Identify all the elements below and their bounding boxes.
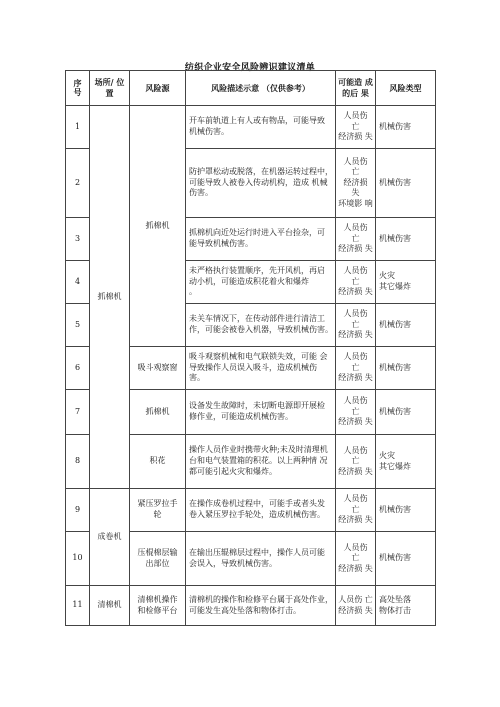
source-cell: 吸斗观察窗 — [130, 347, 186, 390]
seq-cell: 2 — [66, 149, 90, 218]
type-cell: 火灾 其它爆炸 — [376, 261, 436, 304]
header-desc: 风险描述示意 （仅供参考） — [186, 71, 336, 106]
header-place: 场所/ 位置 — [90, 71, 130, 106]
desc-cell: 抓棉机向近处运行时进入平台捡杂，可 能导致机械伤害。 — [186, 218, 336, 261]
desc-cell: 吸斗观察机械和电气联锁失效，可能 会导致操作人员误入吸斗，造成机械伤 害。 — [186, 347, 336, 390]
seq-cell: 9 — [66, 489, 90, 532]
place-cell: 成卷机 — [90, 489, 130, 586]
type-cell: 机械伤害 — [376, 106, 436, 149]
seq-cell: 4 — [66, 261, 90, 304]
table-row — [66, 106, 436, 149]
type-cell: 高处坠落 物体打击 — [376, 586, 436, 626]
type-cell: 机械伤害 — [376, 304, 436, 347]
source-cell: 积花 — [130, 435, 186, 489]
source-cell: 紧压罗拉手 轮 — [130, 489, 186, 532]
result-cell: 人员伤 亡 经济损 失 — [336, 489, 376, 532]
result-cell: 人员伤 亡 经济损 失 — [336, 106, 376, 149]
desc-cell: 开车前轨道上有人或有物品，可能导致 机械伤害。 — [186, 106, 336, 149]
result-cell: 人员伤 亡 经济损 失 — [336, 586, 376, 626]
source-cell: 抓棉机 — [130, 106, 186, 347]
type-cell: 机械伤害 — [376, 390, 436, 435]
desc-cell: 操作人员作业时携带火种;未及时清理机台和电气装置箱的积花。以上两种情 况都可能引起火灾和爆炸。 — [186, 435, 336, 489]
seq-cell: 3 — [66, 218, 90, 261]
table-row — [66, 489, 436, 532]
desc-cell: 在输出压辊棉层过程中，操作人员可能 会误入，导致机械伤害。 — [186, 532, 336, 586]
type-cell: 机械伤害 — [376, 489, 436, 532]
source-cell: 压棍棉层输 出部位 — [130, 532, 186, 586]
result-cell: 人员伤 亡 经济损 失 — [336, 532, 376, 586]
type-cell: 火灾 其它爆炸 — [376, 435, 436, 489]
type-cell: 机械伤害 — [376, 347, 436, 390]
desc-cell: 设备发生故障时，未切断电源即开展检 修作业，可能造成机械伤害。 — [186, 390, 336, 435]
result-cell: 人员伤 亡 经济损 失 — [336, 435, 376, 489]
result-cell: 人员伤 亡 经济损 失 — [336, 390, 376, 435]
seq-cell: 5 — [66, 304, 90, 347]
seq-cell: 6 — [66, 347, 90, 390]
type-cell: 机械伤害 — [376, 532, 436, 586]
desc-cell: 在操作成卷机过程中，可能手或者头发 卷入紧压罗拉手轮处，造成机械伤害。 — [186, 489, 336, 532]
result-cell: 人员伤 亡 经济损 失 — [336, 304, 376, 347]
place-cell: 清棉机 — [90, 586, 130, 626]
seq-cell: 10 — [66, 532, 90, 586]
desc-cell: 清棉机的操作和检修平台属于高处作业，可能发生高处坠落和物体打击。 — [186, 586, 336, 626]
desc-cell: 未关车情况下，在传动部件进行清洁工 作，可能会被卷入机器，导致机械伤害。 — [186, 304, 336, 347]
result-cell: 人员伤 亡 经济损 失 环境影 响 — [336, 149, 376, 218]
type-cell: 机械伤害 — [376, 149, 436, 218]
desc-cell: 防护罩松动或脱落，在机器运转过程中，可能导致人被卷入传动机构，造成 机械伤害。 — [186, 149, 336, 218]
page-title: 纺织企业安全风险辨识建议清单 — [184, 63, 316, 73]
seq-cell: 8 — [66, 435, 90, 489]
header-type: 风险类型 — [376, 71, 436, 106]
source-cell: 清棉机操作 和检修平台 — [130, 586, 186, 626]
header-source: 风险源 — [130, 71, 186, 106]
seq-cell: 11 — [66, 586, 90, 626]
place-cell: 抓棉机 — [90, 106, 130, 489]
header-row — [66, 71, 436, 106]
seq-cell: 7 — [66, 390, 90, 435]
header-seq: 序 号 — [66, 71, 90, 106]
result-cell: 人员伤 亡 经济损 失 — [336, 347, 376, 390]
table-row — [66, 586, 436, 626]
result-cell: 人员伤 亡 经济损 失 — [336, 261, 376, 304]
header-result: 可能造 成的后 果 — [336, 71, 376, 106]
source-cell: 抓棉机 — [130, 390, 186, 435]
type-cell: 机械伤害 — [376, 218, 436, 261]
desc-cell: 未严格执行装置顺序，先开风机，再启 动小机，可能造成积花着火和爆炸 。 — [186, 261, 336, 304]
seq-cell: 1 — [66, 106, 90, 149]
risk-table — [65, 70, 436, 626]
result-cell: 人员伤 亡 经济损 失 — [336, 218, 376, 261]
